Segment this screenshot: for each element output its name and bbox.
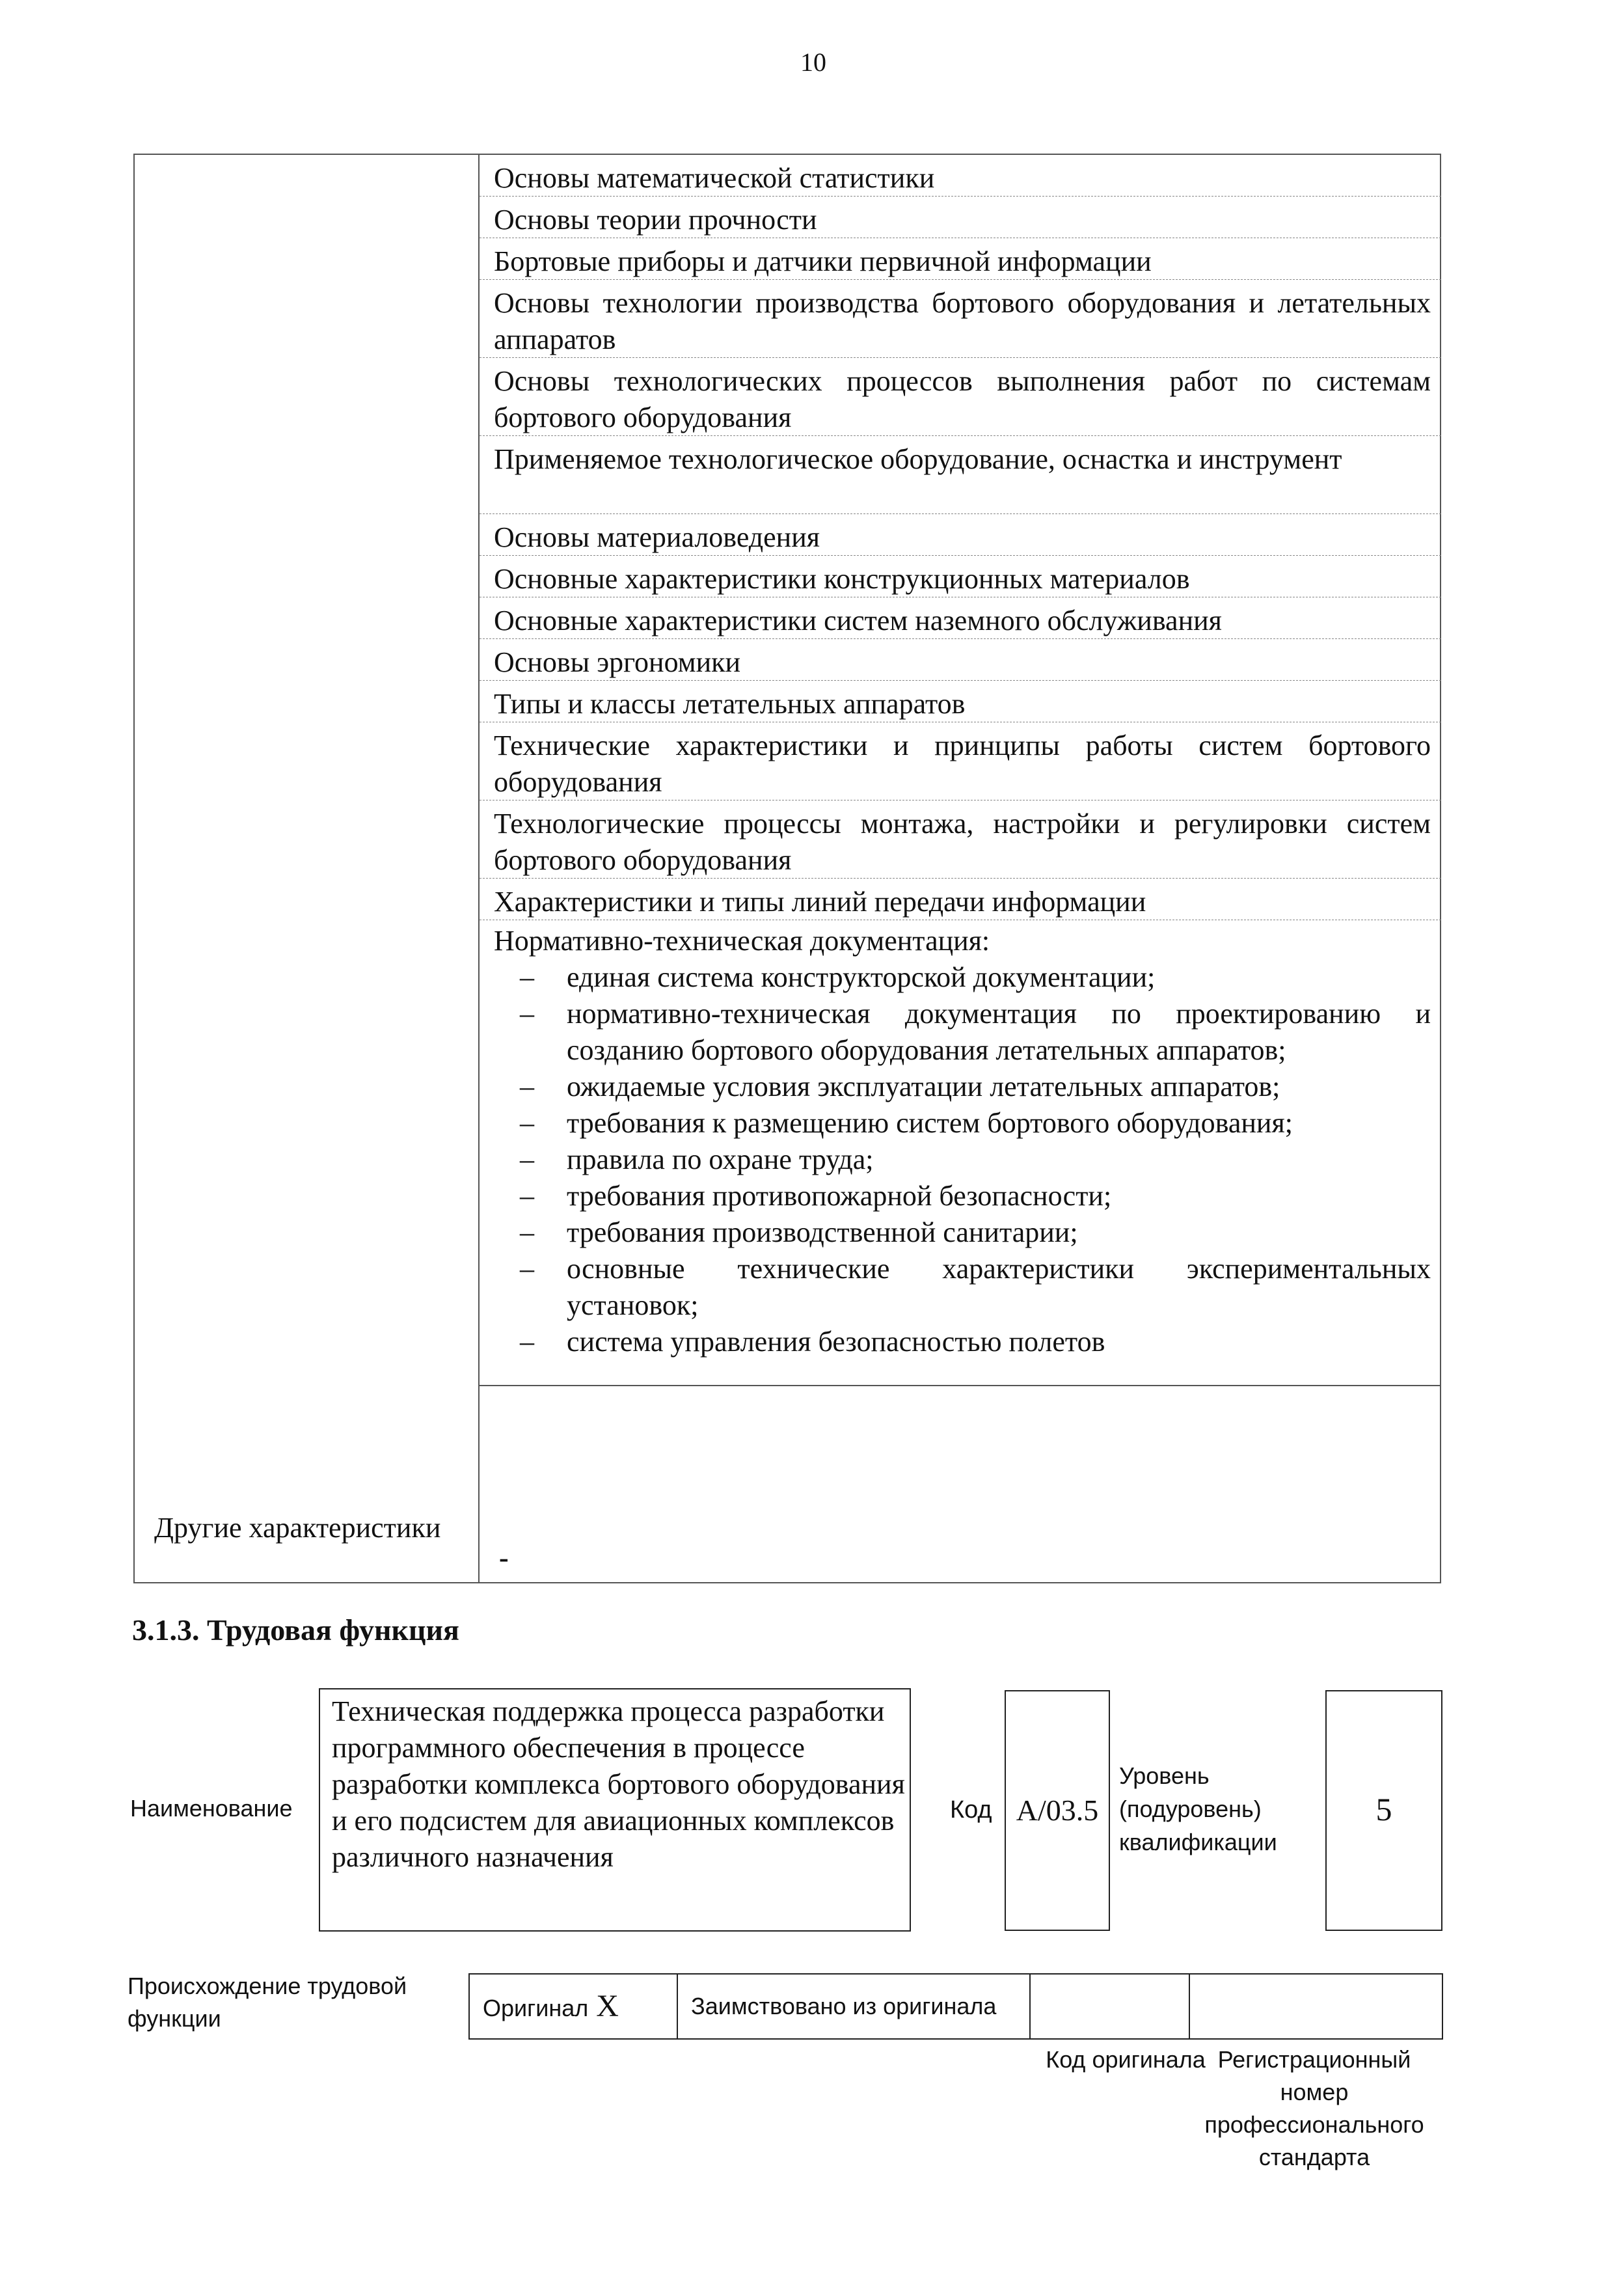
knowledge-table-left-column: [135, 155, 480, 1582]
list-item: – единая система конструкторской документации;: [494, 959, 1431, 996]
origin-code-caption: Код оригинала: [1046, 2046, 1206, 2073]
origin-original-cell: [470, 1975, 678, 2038]
knowledge-item: Основы математической статистики: [480, 155, 1441, 197]
knowledge-item: Основы материаловедения: [480, 514, 1441, 556]
list-item: – правила по охране труда;: [494, 1142, 1431, 1178]
origin-borrowed-label: Заимствовано из оригинала: [691, 1993, 997, 2019]
list-item: – система управления безопасностью полетов: [494, 1324, 1431, 1360]
list-item: – требования к размещению систем бортового оборудования;: [494, 1105, 1431, 1142]
function-code-label: Код: [950, 1796, 992, 1824]
list-item: – основные технические характеристики экспериментальных установок;: [494, 1251, 1431, 1324]
origin-original-mark: X: [596, 1989, 619, 2023]
section-title: 3.1.3. Трудовая функция: [132, 1613, 459, 1647]
origin-divider: [1029, 1975, 1031, 2038]
knowledge-item: Основные характеристики конструкционных материалов: [480, 556, 1441, 597]
knowledge-table: [133, 154, 1441, 1583]
knowledge-item: Технологические процессы монтажа, настройки и регулировки систем бортового оборудования: [480, 800, 1441, 879]
other-characteristics-label: Другие характеристики: [135, 1503, 480, 1583]
knowledge-item: Типы и классы летательных аппаратов: [480, 681, 1441, 722]
function-code: А/03.5: [1005, 1690, 1110, 1931]
normative-list: [494, 959, 1431, 1360]
list-item: – нормативно-техническая документация по проектированию и созданию бортового оборудования летательных аппаратов;: [494, 996, 1431, 1069]
qualification-level: 5: [1325, 1690, 1442, 1931]
normative-docs-item: [480, 920, 1441, 1386]
registration-number-caption: Регистрационный номер профессионального стандарта: [1204, 2046, 1424, 2170]
knowledge-item: Основы эргономики: [480, 639, 1441, 681]
list-item: – требования производственной санитарии;: [494, 1214, 1431, 1251]
qualification-level-label: Уровень (подуровень) квалификации: [1119, 1762, 1277, 1855]
list-item: – ожидаемые условия эксплуатации летательных аппаратов;: [494, 1069, 1431, 1105]
origin-divider: [1189, 1975, 1190, 2038]
origin-original-label: Оригинал: [483, 1995, 589, 2021]
knowledge-item: Характеристики и типы линий передачи информации: [480, 879, 1441, 920]
list-item: – требования противопожарной безопасности;: [494, 1178, 1431, 1214]
knowledge-item: Основы теории прочности: [480, 197, 1441, 238]
knowledge-item: Основы технологических процессов выполнения работ по системам бортового оборудования: [480, 358, 1441, 436]
knowledge-item: Применяемое технологическое оборудование, оснастка и инструмент: [480, 436, 1441, 514]
knowledge-item: Технические характеристики и принципы работы систем бортового оборудования: [480, 722, 1441, 800]
page-number: 10: [800, 48, 826, 77]
origin-label: Происхождение трудовой функции: [128, 1973, 407, 2032]
knowledge-item: Бортовые приборы и датчики первичной информации: [480, 238, 1441, 280]
origin-borrowed-cell: [691, 1975, 1029, 2038]
other-characteristics-row: [135, 1503, 1440, 1583]
other-characteristics-value: -: [499, 1542, 509, 1574]
function-name-label: Наименование: [130, 1795, 293, 1822]
knowledge-item: Основы технологии производства бортового оборудования и летательных аппаратов: [480, 280, 1441, 358]
function-name: Техническая поддержка процесса разработки программного обеспечения в процессе разработки комплекса бортового оборудования и его подсистем для авиационных комплексов различного назначения: [319, 1688, 911, 1932]
knowledge-list: [480, 155, 1441, 1386]
origin-table: [468, 1973, 1443, 2040]
knowledge-item: Основные характеристики систем наземного обслуживания: [480, 597, 1441, 639]
normative-heading: Нормативно-техническая документация:: [494, 925, 990, 957]
